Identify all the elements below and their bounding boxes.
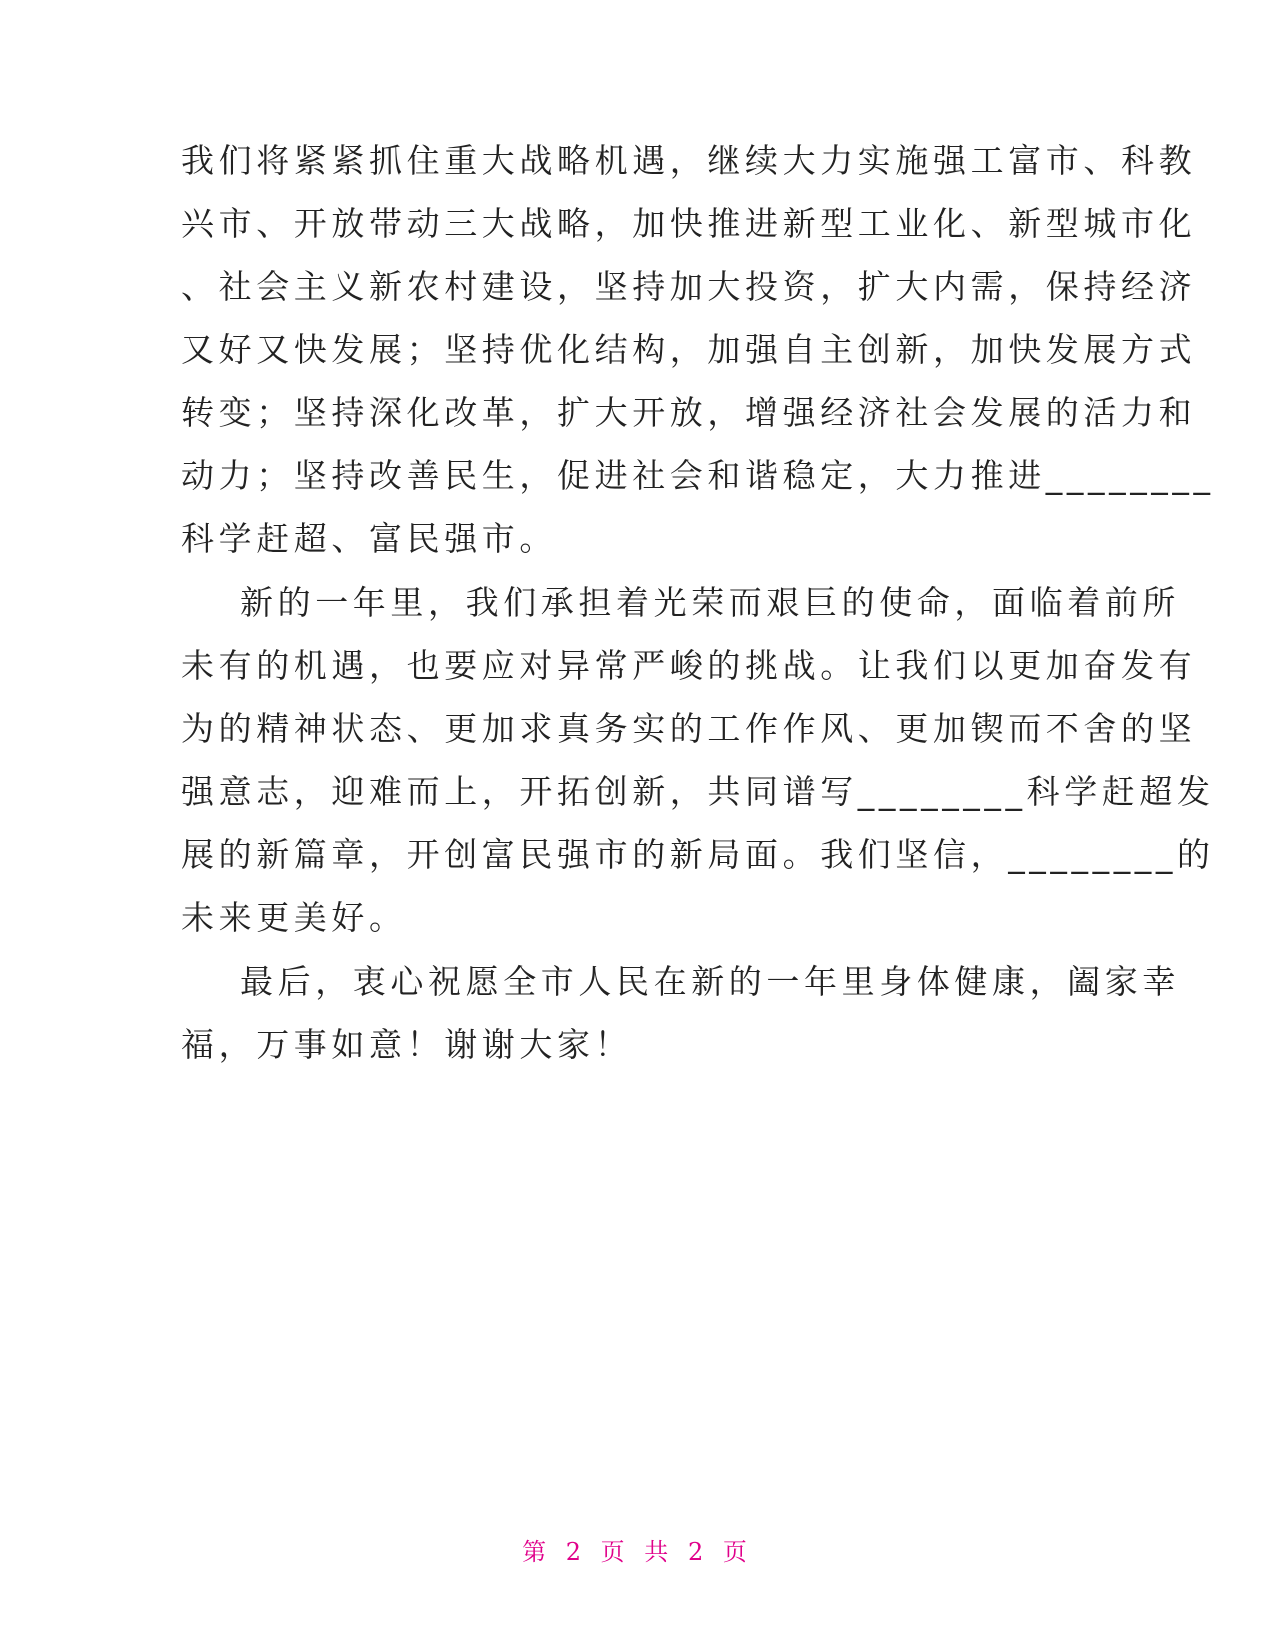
paragraph-2-line-6: 未来更美好。 (181, 898, 407, 937)
paragraph-1-line-6: 动力；坚持改善民生，促进社会和谐稳定，大力推进________ (181, 456, 1215, 495)
page-number-footer: 第 2 页 共 2 页 (522, 1538, 753, 1566)
paragraph-3-line-1: 最后，衷心祝愿全市人民在新的一年里身体健康，阖家幸 (240, 962, 1180, 1001)
paragraph-1-line-2: 兴市、开放带动三大战略，加快推进新型工业化、新型城市化 (181, 204, 1197, 243)
paragraph-2-line-3: 为的精神状态、更加求真务实的工作作风、更加锲而不舍的坚 (181, 709, 1197, 748)
paragraph-2-line-2: 未有的机遇，也要应对异常严峻的挑战。让我们以更加奋发有 (181, 646, 1197, 685)
paragraph-1-line-1: 我们将紧紧抓住重大战略机遇，继续大力实施强工富市、科教 (181, 141, 1197, 180)
paragraph-1-line-5: 转变；坚持深化改革，扩大开放，增强经济社会发展的活力和 (181, 393, 1197, 432)
paragraph-1-line-7: 科学赶超、富民强市。 (181, 519, 557, 558)
paragraph-2-line-1: 新的一年里，我们承担着光荣而艰巨的使命，面临着前所 (240, 583, 1180, 622)
paragraph-1-line-3: 、社会主义新农村建设，坚持加大投资，扩大内需，保持经济 (181, 267, 1197, 306)
paragraph-2-line-5: 展的新篇章，开创富民强市的新局面。我们坚信，________的 (181, 835, 1215, 874)
paragraph-3-line-2: 福，万事如意！谢谢大家！ (181, 1025, 633, 1064)
paragraph-1-line-4: 又好又快发展；坚持优化结构，加强自主创新，加快发展方式 (181, 330, 1197, 369)
paragraph-2-line-4: 强意志，迎难而上，开拓创新，共同谱写________科学赶超发 (181, 772, 1215, 811)
